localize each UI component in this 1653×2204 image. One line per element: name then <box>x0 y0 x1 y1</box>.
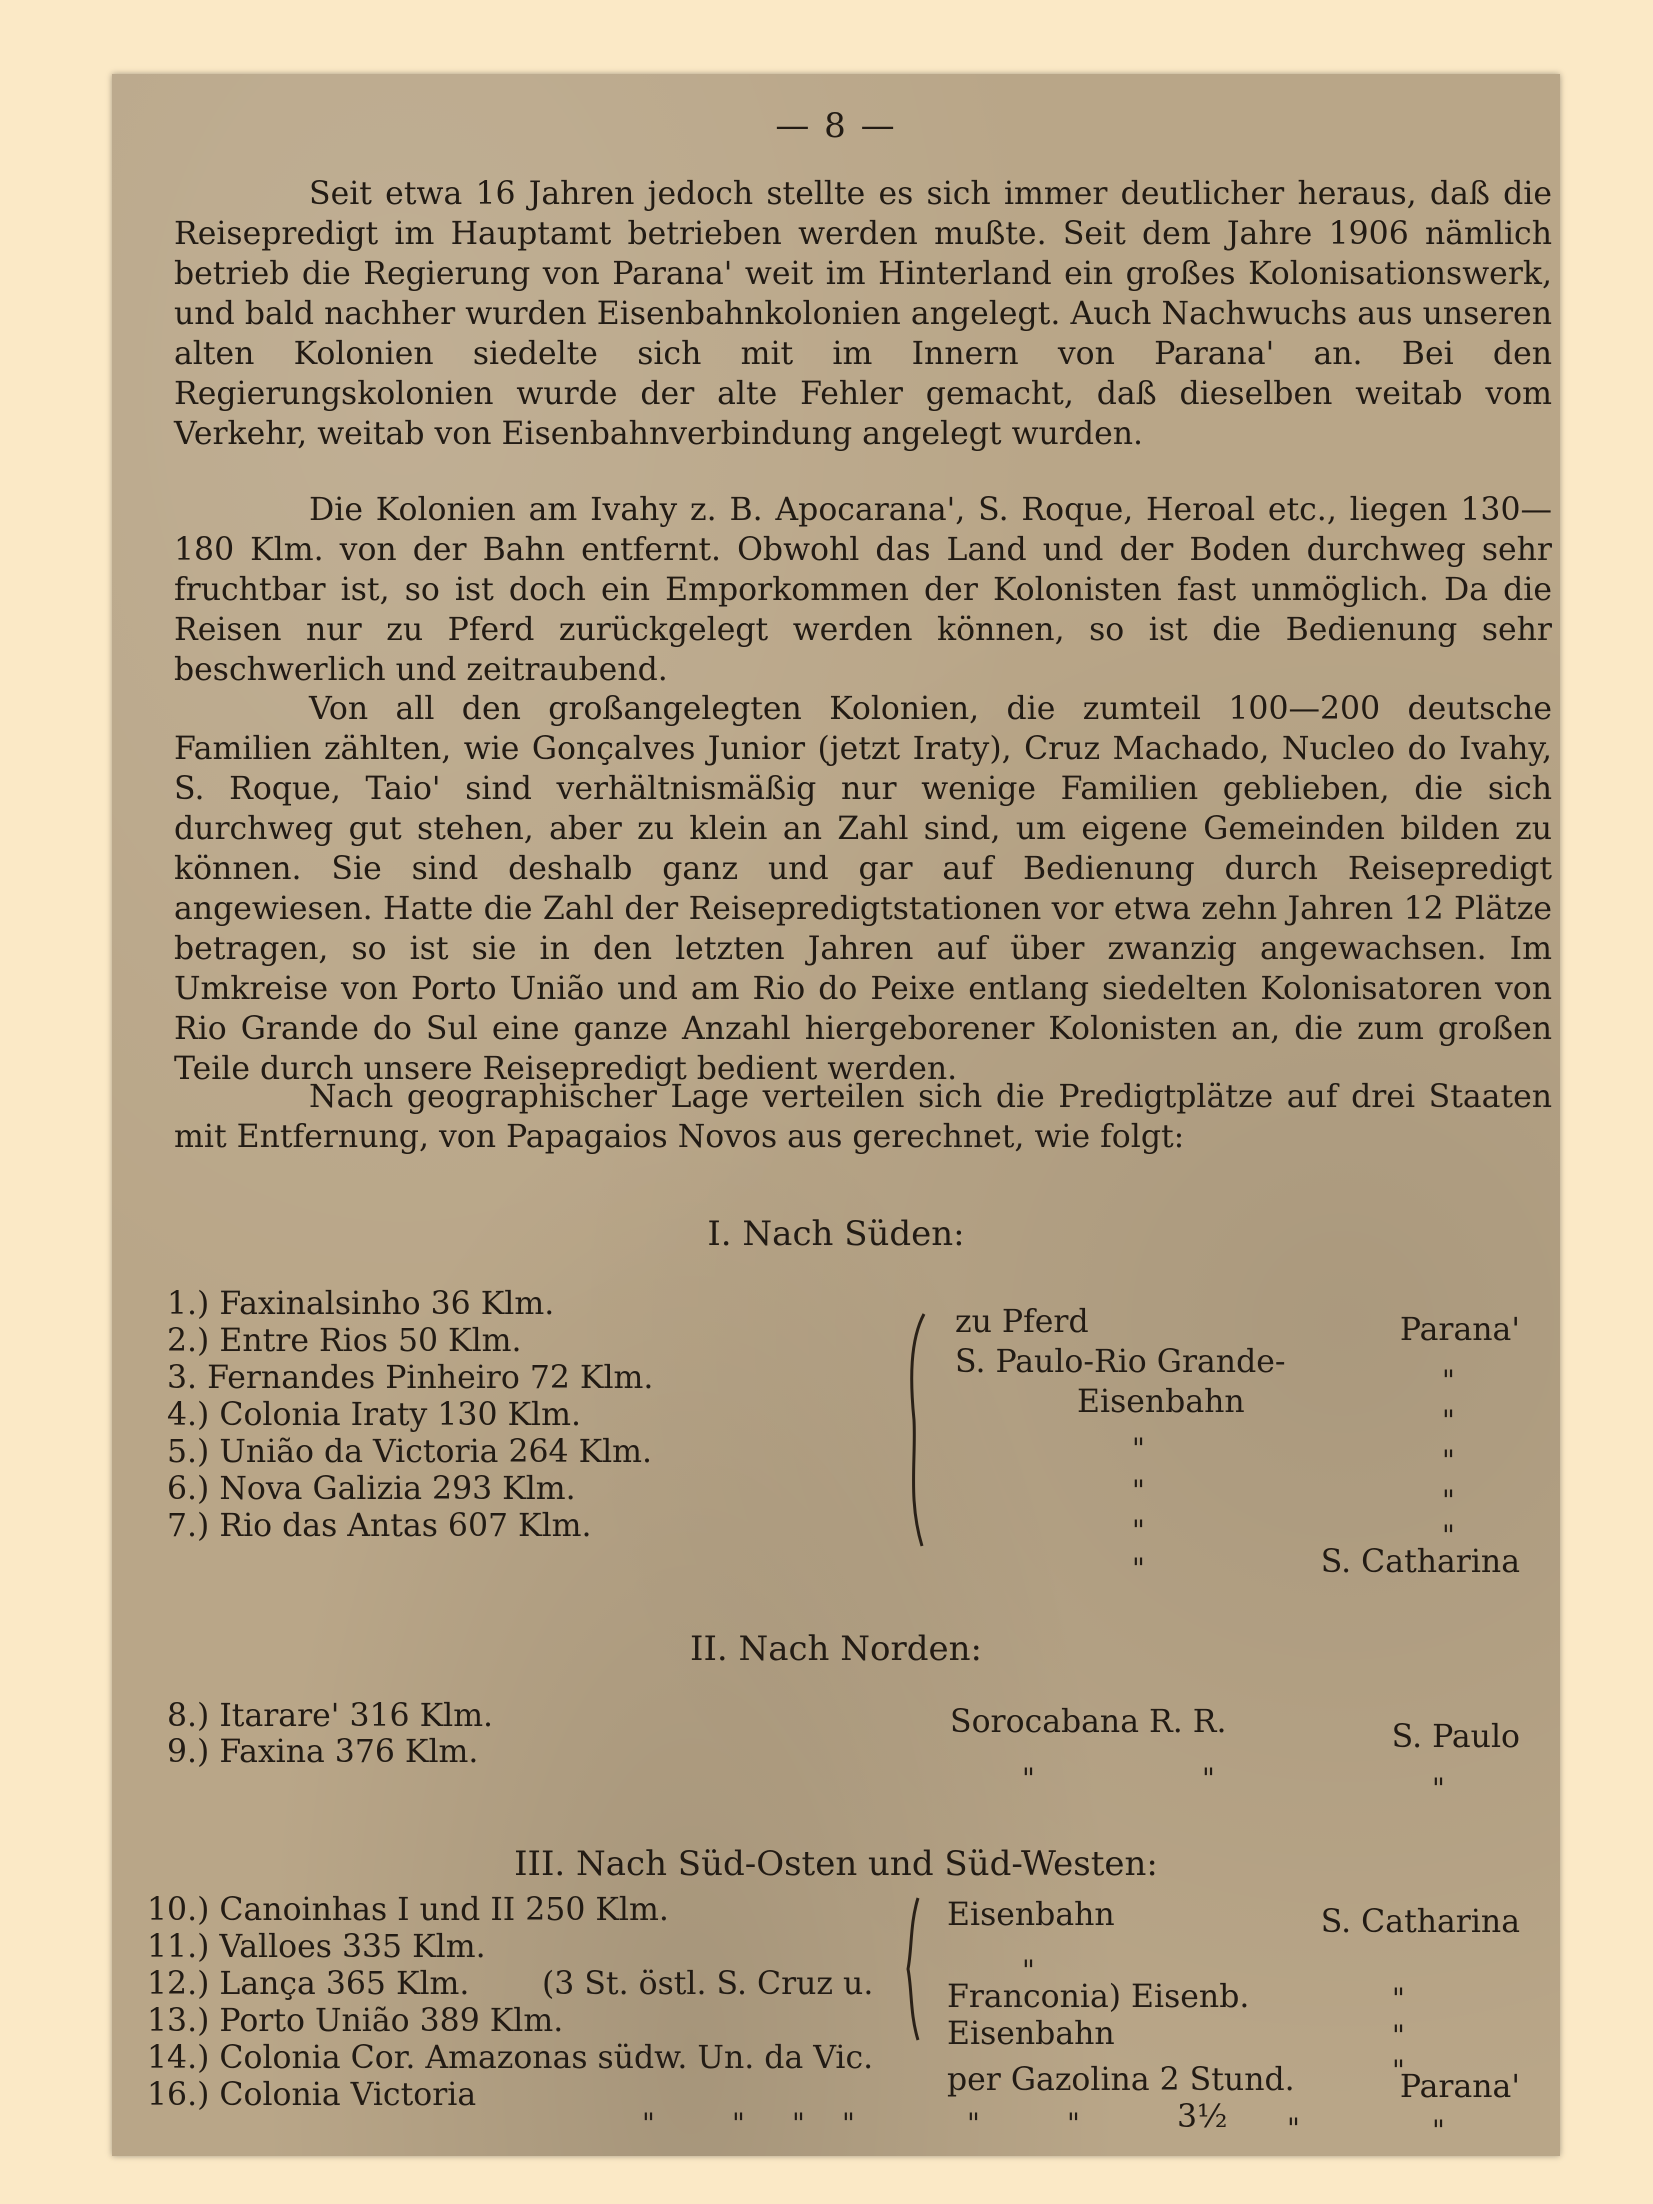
ditto-mark: " <box>792 2107 805 2140</box>
document-page <box>112 74 1560 2156</box>
ditto-mark: " <box>967 2107 980 2140</box>
ditto-mark: " <box>1132 1432 1145 1465</box>
ditto-mark: " <box>1132 1474 1145 1507</box>
list-item: 11.) Valloes 335 Klm. <box>147 1929 486 1965</box>
state-label: S. Catharina <box>1320 1904 1520 1940</box>
list-item: 10.) Canoinhas I und II 250 Klm. <box>147 1892 669 1928</box>
ditto-mark: " <box>1442 1484 1455 1517</box>
ditto-mark: " <box>1132 1552 1145 1585</box>
list-item: 5.) União da Victoria 264 Klm. <box>167 1434 653 1470</box>
list-item: 14.) Colonia Cor. Amazonas südw. Un. da Vic. <box>147 2040 874 2076</box>
list-item: 16.) Colonia Victoria <box>147 2077 477 2113</box>
transport-label: S. Paulo-Rio Grande- <box>955 1344 1286 1380</box>
section-title-north: II. Nach Norden: <box>690 1629 982 1669</box>
list-item: 1.) Faxinalsinho 36 Klm. <box>167 1286 555 1322</box>
list-item: 12.) Lança 365 Klm. <box>147 1966 470 2002</box>
brace-icon <box>902 1894 932 2044</box>
ditto-mark: " <box>1392 1982 1405 2015</box>
ditto-mark: " <box>842 2107 855 2140</box>
section-title-south: I. Nach Süden: <box>707 1214 965 1254</box>
transport-label: per Gazolina 2 Stund. <box>947 2062 1295 2098</box>
ditto-mark: " <box>1022 1762 1035 1795</box>
transport-label: Eisenbahn <box>1077 1384 1245 1420</box>
brace-icon <box>902 1310 932 1550</box>
paragraph-2: Die Kolonien am Ivahy z. B. Apocarana', S. Roque, Heroal etc., liegen 130—180 Klm. von der Bahn entfernt. Obwohl das Land und der Boden durchweg sehr fruchtbar ist, so ist doch ein Emporkommen der Kolonisten fast unmöglich. Da die Reisen nur zu Pferd zurückgelegt werden können, so ist die Bedienung sehr beschwerlich und zeitraubend. <box>174 492 1552 688</box>
ditto-mark: " <box>1022 1954 1035 1987</box>
ditto-mark: " <box>642 2107 655 2140</box>
list-item: 3. Fernandes Pinheiro 72 Klm. <box>167 1360 654 1396</box>
ditto-mark: " <box>1287 2112 1300 2145</box>
ditto-mark: " <box>732 2107 745 2140</box>
list-item-note: (3 St. östl. S. Cruz u. <box>542 1966 874 2002</box>
transport-label: Sorocabana R. R. <box>950 1704 1227 1740</box>
paragraph-1: Seit etwa 16 Jahren jedoch stellte es sich immer deutlicher heraus, daß die Reisepredigt im Hauptamt betrieben werden mußte. Seit dem Jahre 1906 nämlich betrieb die Regierung von Parana' weit im Hinterland ein großes Kolonisationswerk, und bald nachher wurden Eisenbahnkolonien angelegt. Auch Nachwuchs aus unseren alten Kolonien siedelte sich mit im Innern von Parana' an. Bei den Regierungskolonien wurde der alte Fehler gemacht, daß dieselben weitab vom Verkehr, weitab von Eisenbahnverbindung angelegt wurden. <box>174 176 1552 452</box>
state-label: S. Paulo <box>1391 1719 1520 1755</box>
list-item: 4.) Colonia Iraty 130 Klm. <box>167 1397 581 1433</box>
state-label: S. Catharina <box>1320 1544 1520 1580</box>
paragraph-4: Nach geographischer Lage verteilen sich die Predigtplätze auf drei Staaten mit Entfernung, von Papagaios Novos aus gerechnet, wie folgt: <box>174 1079 1552 1155</box>
transport-label: Franconia) Eisenb. <box>947 1979 1250 2015</box>
state-label: Parana' <box>1399 1312 1520 1348</box>
list-item: 9.) Faxina 376 Klm. <box>167 1734 479 1770</box>
state-label: Parana' <box>1399 2069 1520 2105</box>
paragraph-3: Von all den großangelegten Kolonien, die zumteil 100—200 deutsche Familien zählten, wie Gonçalves Junior (jetzt Iraty), Cruz Machado, Nucleo do Ivahy, S. Roque, Taio' sind verhältnismäßig nur wenige Familien geblieben, die sich durchweg gut stehen, aber zu klein an Zahl sind, um eigene Gemeinden bilden zu können. Sie sind deshalb ganz und gar auf Bedienung durch Reisepredigt angewiesen. Hatte die Zahl der Reisepredigtstationen vor etwa zehn Jahren 12 Plätze betragen, so ist sie in den letzten Jahren auf über zwanzig angewachsen. Im Umkreise von Porto União und am Rio do Peixe entlang siedelten Kolonisatoren von Rio Grande do Sul eine ganze Anzahl hiergeborener Kolonisten an, die zum großen Teile durch unsere Reisepredigt bedient werden. <box>174 691 1552 1087</box>
section-title-southeast-southwest: III. Nach Süd-Osten und Süd-Westen: <box>514 1844 1158 1884</box>
ditto-mark: " <box>1392 2019 1405 2052</box>
list-item: 7.) Rio das Antas 607 Klm. <box>167 1508 592 1544</box>
list-item: 6.) Nova Galizia 293 Klm. <box>167 1471 576 1507</box>
transport-label: zu Pferd <box>955 1304 1089 1340</box>
transport-label: Eisenbahn <box>947 2016 1115 2052</box>
ditto-mark: " <box>1442 1444 1455 1477</box>
fraction-value: 3½ <box>1177 2099 1228 2135</box>
ditto-mark: " <box>1442 1364 1455 1397</box>
ditto-mark: " <box>1432 1772 1445 1805</box>
ditto-mark: " <box>1432 2114 1445 2147</box>
page-number: — 8 — <box>775 106 897 146</box>
ditto-mark: " <box>1442 1404 1455 1437</box>
ditto-mark: " <box>1442 1519 1455 1552</box>
list-item: 8.) Itarare' 316 Klm. <box>167 1698 494 1734</box>
ditto-mark: " <box>1067 2107 1080 2140</box>
transport-label: Eisenbahn <box>947 1897 1115 1933</box>
ditto-mark: " <box>1202 1762 1215 1795</box>
list-item: 13.) Porto União 389 Klm. <box>147 2003 564 2039</box>
ditto-mark: " <box>1132 1514 1145 1547</box>
ditto-mark: " <box>1392 2054 1405 2087</box>
list-item: 2.) Entre Rios 50 Klm. <box>167 1323 522 1359</box>
